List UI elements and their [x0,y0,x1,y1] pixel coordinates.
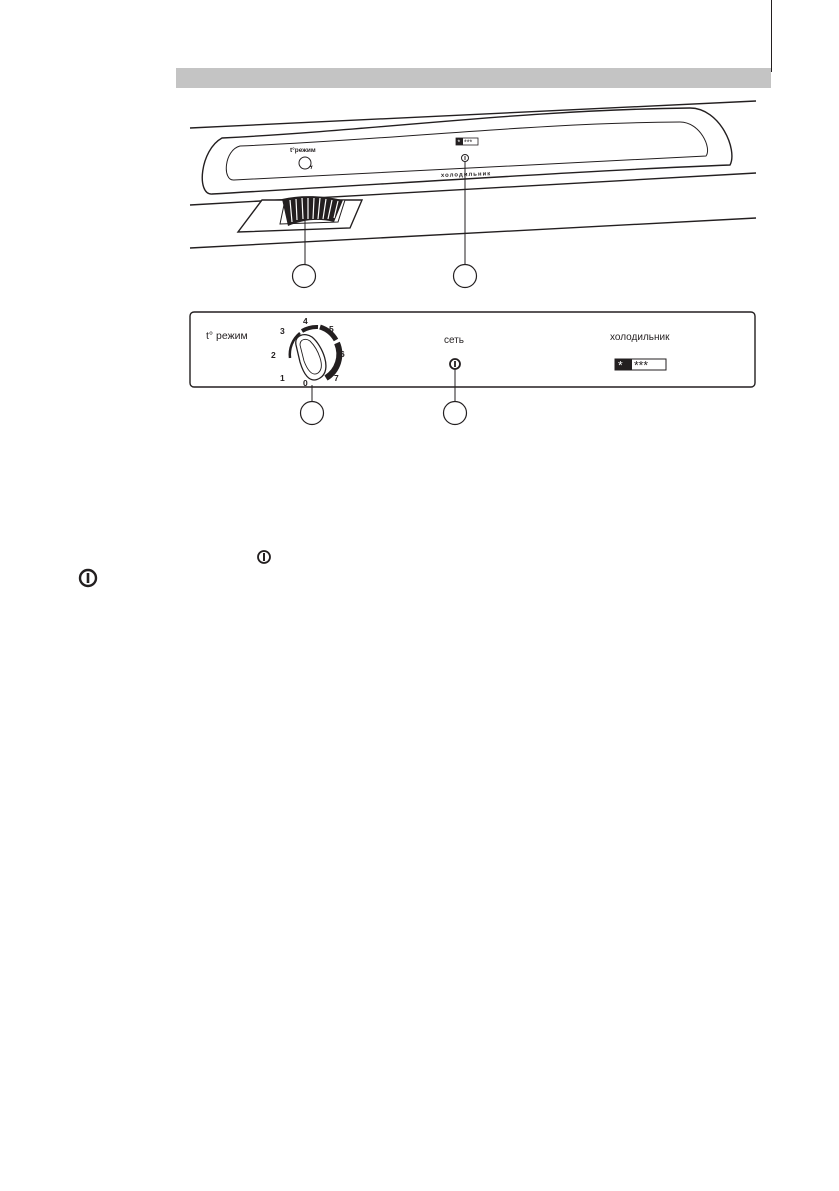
power-symbol-inline-icon [258,551,270,563]
power-symbol-margin-icon [80,570,96,586]
dial-number-4: 4 [303,316,308,326]
power-switch-icon[interactable] [450,359,460,369]
mode-label-small: t°режим [290,147,316,154]
freezer-star-badge [615,359,666,373]
dial-number-6: 6 [340,349,345,359]
svg-text:***: *** [464,139,473,147]
dial-number-0: 0 [303,378,308,388]
dial-number-2: 2 [271,350,276,360]
dial-number-5: 5 [329,324,334,334]
network-label: сеть [444,335,465,346]
callout-circle-2 [454,265,477,288]
svg-text:*: * [457,139,461,147]
callout-circle-1 [293,265,316,288]
fridge-label-small: холодильник [440,171,492,179]
dial-number-1: 1 [280,373,285,383]
callout-circle-3 [301,402,324,425]
svg-text:***: *** [634,358,649,373]
dial-number-3: 3 [280,326,285,336]
svg-text:*: * [618,358,623,373]
mode-label: t° режим [206,330,248,342]
fridge-label: холодильник [610,332,670,343]
panel-outer [202,108,732,194]
dial-number-7: 7 [334,373,339,383]
callout-circle-4 [444,402,467,425]
